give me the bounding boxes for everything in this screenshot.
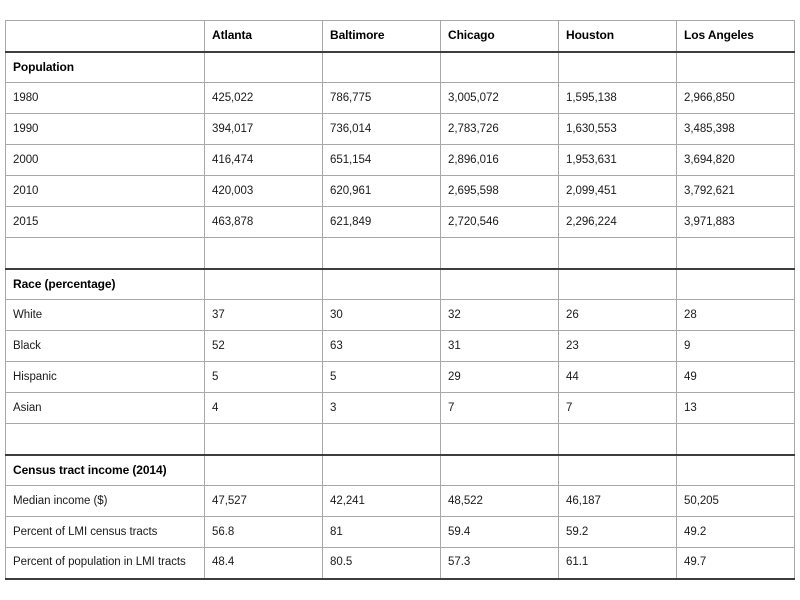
row-value: 2,783,726 <box>441 114 559 145</box>
section-header-empty-cell <box>559 52 677 83</box>
spacer-cell <box>559 238 677 269</box>
column-header-row <box>6 21 795 52</box>
row-value: 4 <box>205 393 323 424</box>
row-value: 1,595,138 <box>559 83 677 114</box>
column-header-chicago: Chicago <box>441 21 559 52</box>
row-value: 2,296,224 <box>559 207 677 238</box>
row-value: 49.7 <box>677 548 795 579</box>
row-value: 23 <box>559 331 677 362</box>
row-label: 1990 <box>6 114 205 145</box>
spacer-cell <box>6 238 205 269</box>
row-value: 31 <box>441 331 559 362</box>
section-header-empty-cell <box>205 269 323 300</box>
spacer-cell <box>559 424 677 455</box>
table-row <box>6 486 795 517</box>
row-value: 5 <box>323 362 441 393</box>
row-value: 736,014 <box>323 114 441 145</box>
city-demographics-table <box>5 20 795 580</box>
row-label: Median income ($) <box>6 486 205 517</box>
column-header-los-angeles: Los Angeles <box>677 21 795 52</box>
section-header-label: Census tract income (2014) <box>6 455 205 486</box>
row-value: 29 <box>441 362 559 393</box>
row-value: 48,522 <box>441 486 559 517</box>
row-value: 2,099,451 <box>559 176 677 207</box>
table-row <box>6 393 795 424</box>
row-value: 1,630,553 <box>559 114 677 145</box>
column-header-houston: Houston <box>559 21 677 52</box>
row-value: 1,953,631 <box>559 145 677 176</box>
row-label: Percent of population in LMI tracts <box>6 548 205 579</box>
row-value: 63 <box>323 331 441 362</box>
row-value: 30 <box>323 300 441 331</box>
table-row <box>6 362 795 393</box>
row-value: 2,720,546 <box>441 207 559 238</box>
column-header-baltimore: Baltimore <box>323 21 441 52</box>
table-row <box>6 207 795 238</box>
spacer-cell <box>441 424 559 455</box>
row-value: 420,003 <box>205 176 323 207</box>
section-header-label: Population <box>6 52 205 83</box>
row-value: 52 <box>205 331 323 362</box>
row-label: Hispanic <box>6 362 205 393</box>
table-body <box>6 52 795 579</box>
spacer-cell <box>323 238 441 269</box>
table-row <box>6 548 795 579</box>
section-header-empty-cell <box>441 455 559 486</box>
row-value: 49 <box>677 362 795 393</box>
section-header-empty-cell <box>323 269 441 300</box>
table-row <box>6 331 795 362</box>
row-label: Black <box>6 331 205 362</box>
row-value: 621,849 <box>323 207 441 238</box>
section-header-row <box>6 269 795 300</box>
row-label: White <box>6 300 205 331</box>
row-value: 3 <box>323 393 441 424</box>
column-header-atlanta: Atlanta <box>205 21 323 52</box>
section-header-empty-cell <box>205 52 323 83</box>
row-value: 59.2 <box>559 517 677 548</box>
section-header-empty-cell <box>677 455 795 486</box>
table-row <box>6 300 795 331</box>
spacer-cell <box>205 424 323 455</box>
spacer-cell <box>205 238 323 269</box>
row-value: 9 <box>677 331 795 362</box>
row-value: 2,695,598 <box>441 176 559 207</box>
table-row <box>6 145 795 176</box>
section-header-empty-cell <box>441 52 559 83</box>
section-spacer-row <box>6 238 795 269</box>
row-value: 3,694,820 <box>677 145 795 176</box>
row-label: 2010 <box>6 176 205 207</box>
section-header-empty-cell <box>559 269 677 300</box>
row-value: 3,971,883 <box>677 207 795 238</box>
row-value: 463,878 <box>205 207 323 238</box>
spacer-cell <box>677 238 795 269</box>
section-header-row <box>6 455 795 486</box>
table-row <box>6 517 795 548</box>
row-value: 786,775 <box>323 83 441 114</box>
table-head <box>6 21 795 52</box>
row-value: 61.1 <box>559 548 677 579</box>
spacer-cell <box>677 424 795 455</box>
row-value: 59.4 <box>441 517 559 548</box>
spacer-cell <box>6 424 205 455</box>
row-label: 2015 <box>6 207 205 238</box>
table-row <box>6 83 795 114</box>
section-header-row <box>6 52 795 83</box>
row-value: 32 <box>441 300 559 331</box>
demographics-table-container <box>5 20 794 580</box>
row-value: 47,527 <box>205 486 323 517</box>
row-value: 7 <box>559 393 677 424</box>
row-value: 42,241 <box>323 486 441 517</box>
section-header-empty-cell <box>677 52 795 83</box>
row-value: 416,474 <box>205 145 323 176</box>
section-header-empty-cell <box>677 269 795 300</box>
column-header-corner <box>6 21 205 52</box>
row-value: 394,017 <box>205 114 323 145</box>
row-value: 651,154 <box>323 145 441 176</box>
section-header-label: Race (percentage) <box>6 269 205 300</box>
section-header-empty-cell <box>323 455 441 486</box>
row-value: 425,022 <box>205 83 323 114</box>
row-value: 81 <box>323 517 441 548</box>
row-label: 1980 <box>6 83 205 114</box>
row-value: 57.3 <box>441 548 559 579</box>
row-value: 56.8 <box>205 517 323 548</box>
table-row <box>6 176 795 207</box>
row-label: Asian <box>6 393 205 424</box>
row-value: 13 <box>677 393 795 424</box>
row-value: 46,187 <box>559 486 677 517</box>
section-header-empty-cell <box>441 269 559 300</box>
row-value: 3,792,621 <box>677 176 795 207</box>
row-value: 2,896,016 <box>441 145 559 176</box>
spacer-cell <box>323 424 441 455</box>
row-value: 50,205 <box>677 486 795 517</box>
section-spacer-row <box>6 424 795 455</box>
spacer-cell <box>441 238 559 269</box>
table-row <box>6 114 795 145</box>
row-value: 44 <box>559 362 677 393</box>
section-header-empty-cell <box>323 52 441 83</box>
row-label: Percent of LMI census tracts <box>6 517 205 548</box>
row-value: 5 <box>205 362 323 393</box>
section-header-empty-cell <box>205 455 323 486</box>
row-value: 26 <box>559 300 677 331</box>
row-value: 7 <box>441 393 559 424</box>
section-header-empty-cell <box>559 455 677 486</box>
row-value: 3,485,398 <box>677 114 795 145</box>
row-value: 48.4 <box>205 548 323 579</box>
row-value: 620,961 <box>323 176 441 207</box>
row-value: 3,005,072 <box>441 83 559 114</box>
row-value: 80.5 <box>323 548 441 579</box>
row-label: 2000 <box>6 145 205 176</box>
row-value: 2,966,850 <box>677 83 795 114</box>
row-value: 49.2 <box>677 517 795 548</box>
row-value: 37 <box>205 300 323 331</box>
row-value: 28 <box>677 300 795 331</box>
